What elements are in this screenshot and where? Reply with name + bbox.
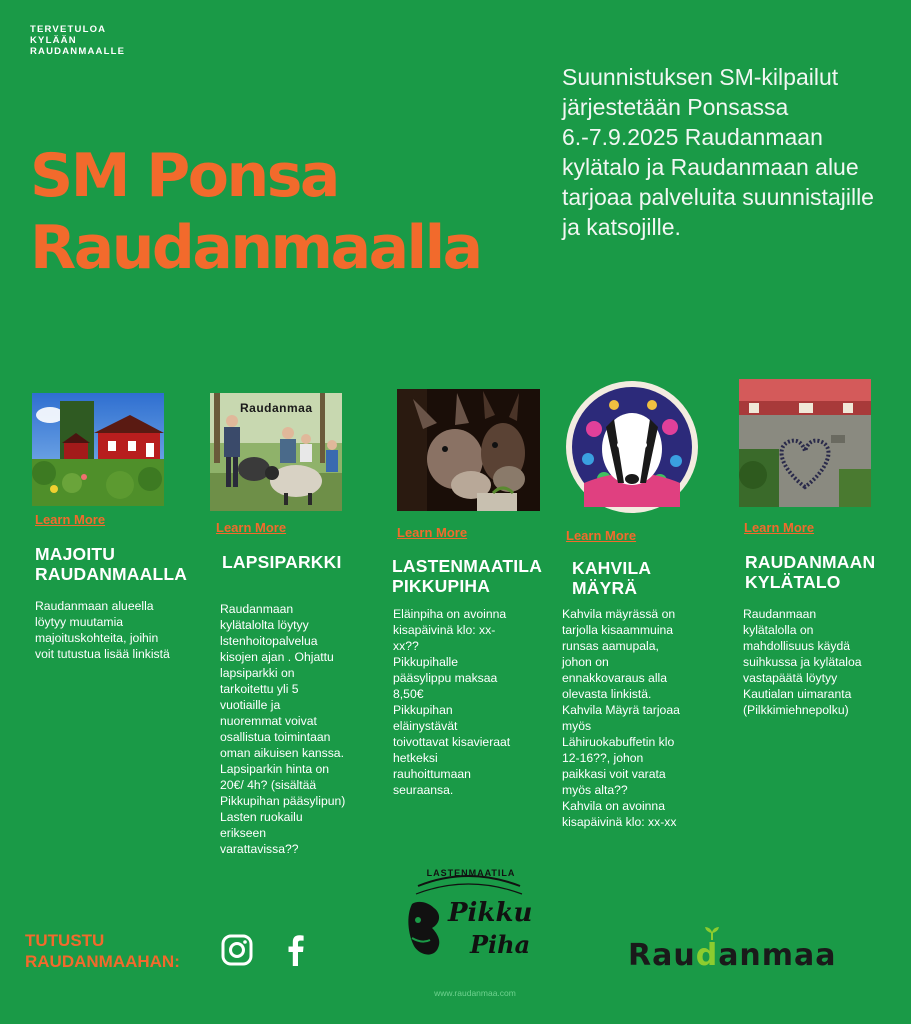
body-line: tarjolla kisaammuina [562, 623, 674, 637]
learn-more-link-lapsiparkki[interactable]: Learn More [216, 520, 287, 535]
kicker-line: KYLÄÄN [30, 35, 77, 46]
body-line: Pikkupihalle [393, 655, 459, 669]
facebook-icon[interactable] [287, 934, 305, 966]
card-body-pikkupiha [393, 606, 510, 798]
body-line: kylätalolla on [743, 623, 814, 637]
footer-cta-label [25, 930, 225, 972]
card-title-mayra [572, 558, 651, 598]
body-line: nuoremmat voivat [220, 714, 317, 728]
logo-script-text: Pikku [448, 898, 533, 928]
learn-more-link-majoitu[interactable]: Learn More [35, 512, 106, 527]
hero-title [30, 140, 510, 284]
photo-watermark-text: Raudanmaa [240, 401, 313, 415]
body-line: (Pilkkimiehnepolku) [743, 703, 849, 717]
body-line: 8,50€ [393, 687, 424, 701]
body-line: seuraansa. [393, 783, 454, 797]
intro-text: Suunnistuksen SM-kilpailut järjestetään Ponsassa 6.-7.9.2025 Raudanmaan kylätalo ja Raudanmaan alue tarjoaa palveluita suunnistajille ja katsojille. [562, 64, 874, 240]
body-line: myös alta?? [562, 783, 628, 797]
learn-more-link-mayra[interactable]: Learn More [566, 528, 637, 543]
body-line: johon on [562, 655, 609, 669]
body-line: vuotiaille ja [220, 698, 281, 712]
body-line: hetkeksi [393, 751, 438, 765]
body-line: lstenhoitopalvelua [220, 634, 318, 648]
badger-logo-image [564, 379, 700, 515]
body-line: Raudanmaan [220, 602, 294, 616]
body-line: Kautialan uimaranta [743, 687, 852, 701]
body-line: kylätalolta löytyy [220, 618, 309, 632]
body-line: Lapsiparkin hinta on [220, 762, 330, 776]
body-line: Pikkupihan pääsylipun) [220, 794, 346, 808]
body-line: erikseen [220, 826, 267, 840]
body-line: suihkussa ja kylätaloa [743, 655, 862, 669]
instagram-icon[interactable] [221, 934, 253, 966]
brand-text-part: Rau [628, 938, 696, 973]
body-line: majoituskohteita, joihin [35, 631, 159, 645]
card-body-mayra [562, 606, 680, 830]
body-line: tarkoitettu yli 5 [220, 682, 299, 696]
body-line: Pikkupihan [393, 703, 453, 717]
body-line: Kahvila Mäyrä tarjoaa [562, 703, 680, 717]
body-line: olevasta linkistä. [562, 687, 652, 701]
card-title-line: KAHVILA [572, 558, 652, 578]
card-title-line: MAJOITU [35, 544, 116, 564]
card-body-lapsiparkki [220, 601, 345, 857]
card-title-line: LAPSIPARKKI [222, 552, 342, 572]
body-line: oman aikuisen kanssa. [220, 746, 344, 760]
body-line: toivottavat kisavieraat [393, 735, 511, 749]
body-line: Raudanmaan [743, 607, 817, 621]
logo-script-text: Piha [470, 930, 531, 959]
body-line: pääsylippu maksaa [393, 671, 498, 685]
donkeys-photo [397, 389, 540, 511]
hero-line: SM Ponsa [30, 141, 338, 211]
body-line: Raudanmaan alueella [35, 599, 154, 613]
body-line: runsas aamupala, [562, 639, 659, 653]
cottage-photo [32, 393, 164, 506]
logo-top-text: LASTENMAATILA [426, 868, 516, 878]
body-line: kisapäivinä klo: xx- [393, 623, 496, 637]
pikkupiha-logo [398, 864, 538, 974]
learn-more-link-kylatalo[interactable]: Learn More [744, 520, 815, 535]
body-line: myös [562, 719, 592, 733]
body-line: Kahvila mäyrässä on [562, 607, 676, 621]
kicker-line: RAUDANMAALLE [30, 46, 126, 57]
card-title-pikkupiha [392, 556, 542, 596]
card-body-majoitu [35, 598, 170, 662]
card-title-majoitu [35, 544, 187, 584]
card-title-lapsiparkki [222, 552, 342, 572]
sprout-icon [704, 926, 720, 940]
body-line: kisapäivinä klo: xx-xx [562, 815, 677, 829]
body-line: löytyy muutamia [35, 615, 124, 629]
brand-text-highlight: d [695, 938, 719, 973]
body-line: lapsiparkki on [220, 666, 295, 680]
body-line: mahdollisuus käydä [743, 639, 851, 653]
footer-label-line: TUTUSTU [25, 931, 105, 950]
body-line: Lähiruokabuffetin klo [562, 735, 675, 749]
body-line: kisojen ajan . Ohjattu [220, 650, 334, 664]
footer-label-line: RAUDANMAAHAN: [25, 952, 180, 971]
welcome-kicker [30, 24, 170, 57]
card-title-line: LASTENMAATILA [392, 556, 543, 576]
village-hall-aerial-photo [739, 379, 871, 507]
body-line: 12-16??, johon [562, 751, 644, 765]
body-line: Kahvila on avoinna [562, 799, 665, 813]
body-line: ennakkovaraus alla [562, 671, 668, 685]
body-line: xx?? [393, 639, 419, 653]
card-body-kylatalo [743, 606, 862, 718]
card-title-line: RAUDANMAAN [745, 552, 876, 572]
body-line: 20€/ 4h? (sisältää [220, 778, 317, 792]
body-line: osallistua toimintaan [220, 730, 331, 744]
body-line: rauhoittumaan [393, 767, 471, 781]
body-line: vastapäätä löytyy [743, 671, 838, 685]
card-title-line: KYLÄTALO [745, 572, 841, 592]
hero-line: Raudanmaalla [30, 213, 481, 283]
card-title-line: MÄYRÄ [572, 578, 638, 598]
card-title-line: PIKKUPIHA [392, 576, 491, 596]
kicker-line: TERVETULOA [30, 24, 107, 35]
body-line: Eläinpiha on avoinna [393, 607, 507, 621]
body-line: voit tutustua lisää linkistä [35, 647, 170, 661]
brand-text-part: anmaa [718, 938, 837, 973]
body-line: Lasten ruokailu [220, 810, 303, 824]
card-title-line: RAUDANMAALLA [35, 564, 188, 584]
website-url[interactable]: www.raudanmaa.com [434, 988, 516, 998]
learn-more-link-pikkupiha[interactable]: Learn More [397, 525, 468, 540]
body-line: paikkasi voit varata [562, 767, 666, 781]
raudanmaa-brand-logo [628, 938, 848, 973]
body-line: eläinystävät [393, 719, 458, 733]
body-line: varattavissa?? [220, 842, 299, 856]
card-title-kylatalo [745, 552, 875, 592]
children-sheep-photo [210, 393, 342, 511]
